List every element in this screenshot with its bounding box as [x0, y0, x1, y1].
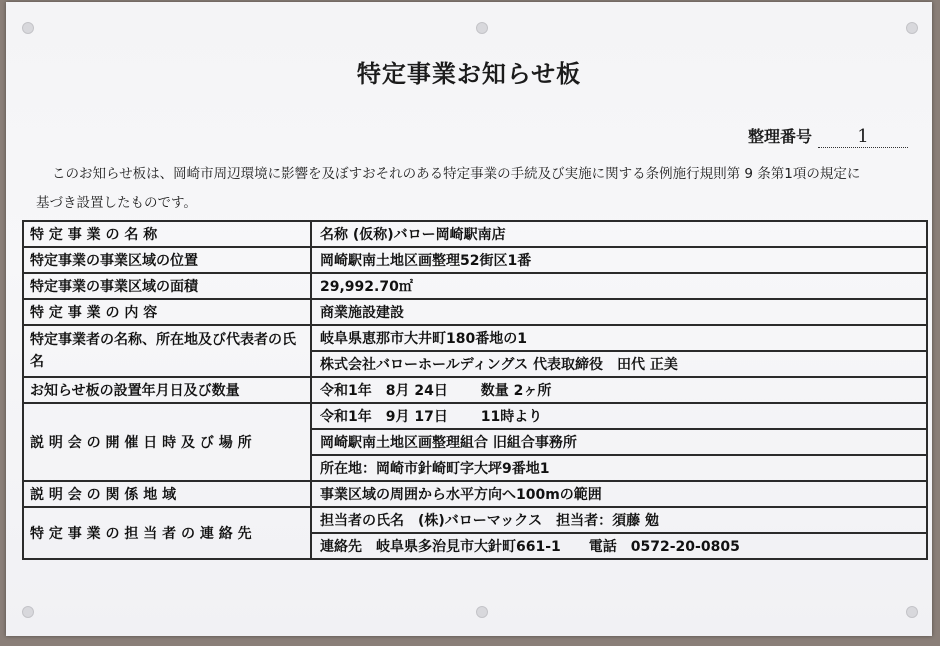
- row-value: 商業施設建設: [311, 299, 927, 325]
- screw-hole: [22, 22, 34, 34]
- row-value: 事業区域の周囲から水平方向へ100mの範囲: [311, 481, 927, 507]
- registration-label: 整理番号: [748, 127, 813, 146]
- row-value: 岡崎駅南土地区画整理組合 旧組合事務所: [311, 429, 927, 455]
- table-row: [23, 403, 927, 429]
- row-label: お知らせ板の設置年月日及び数量: [23, 377, 311, 403]
- row-value: 株式会社バローホールディングス 代表取締役 田代 正美: [311, 351, 927, 377]
- row-value: 名称 (仮称)バロー岡崎駅南店: [311, 221, 927, 247]
- table-row: [23, 299, 927, 325]
- row-label: 特定事業の事業区域の面積: [23, 273, 311, 299]
- row-label: 特定事業の事業区域の位置: [23, 247, 311, 273]
- row-value: 29,992.70㎡: [311, 273, 927, 299]
- table-row: [23, 377, 927, 403]
- table-row: [23, 221, 927, 247]
- intro-line-2: 基づき設置したものです。: [36, 195, 197, 211]
- table-row: [23, 247, 927, 273]
- screw-hole: [476, 22, 488, 34]
- notice-table: [22, 220, 928, 560]
- intro-text: [36, 160, 916, 218]
- table-row: [23, 507, 927, 533]
- screw-hole: [22, 606, 34, 618]
- row-label: 特 定 事 業 の 内 容: [23, 299, 311, 325]
- table-row: [23, 273, 927, 299]
- row-value: 令和1年 9月 17日 11時より: [311, 403, 927, 429]
- registration-value: 1: [818, 126, 908, 148]
- row-value: 岐阜県恵那市大井町180番地の1: [311, 325, 927, 351]
- intro-line-1: このお知らせ板は、岡崎市周辺環境に影響を及ぼすおそれのある特定事業の手続及び実施に関する条例施行規則第 9 条第1項の規定に: [52, 166, 861, 182]
- screw-hole: [476, 606, 488, 618]
- row-value: 所在地：岡崎市針崎町字大坪9番地1: [311, 455, 927, 481]
- table-row: [23, 481, 927, 507]
- row-label: 説 明 会 の 関 係 地 域: [23, 481, 311, 507]
- registration-number: [748, 124, 908, 148]
- row-value: 担当者の氏名 (株)バローマックス 担当者：須藤 勉: [311, 507, 927, 533]
- row-label: 特 定 事 業 の 名 称: [23, 221, 311, 247]
- row-label: 説 明 会 の 開 催 日 時 及 び 場 所: [23, 403, 311, 481]
- row-value: 連絡先 岐阜県多治見市大針町661-1 電話 0572-20-0805: [311, 533, 927, 559]
- screw-hole: [906, 606, 918, 618]
- row-value: 岡崎駅南土地区画整理52街区1番: [311, 247, 927, 273]
- screw-hole: [906, 22, 918, 34]
- board-title: 特定事業お知らせ板: [356, 60, 582, 88]
- row-label: 特定事業者の名称、所在地及び代表者の氏名: [23, 325, 311, 377]
- row-label: 特 定 事 業 の 担 当 者 の 連 絡 先: [23, 507, 311, 559]
- table-row: [23, 325, 927, 351]
- row-value: 令和1年 8月 24日 数量 2ヶ所: [311, 377, 927, 403]
